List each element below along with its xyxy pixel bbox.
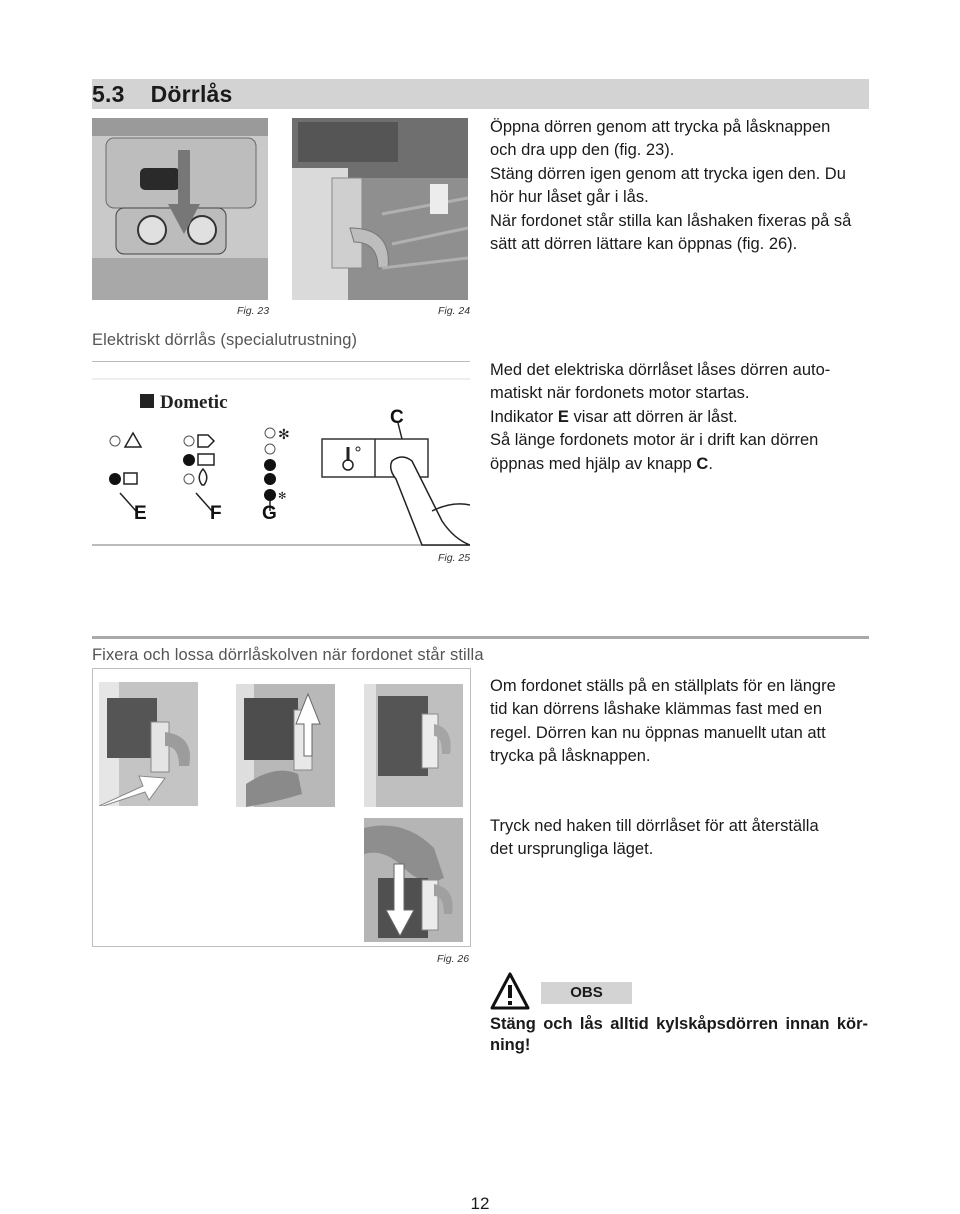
fig26-photo-4 <box>364 818 463 942</box>
section-number: 5.3 <box>92 81 125 107</box>
electric-lock-text <box>490 359 868 476</box>
fig26-caption: Fig. 26 <box>437 953 470 965</box>
fix-line: trycka på låsknappen. <box>490 747 651 766</box>
section-title-text: Dörrlås <box>150 81 233 107</box>
motor-line: Så länge fordonets motor är i drift kan dörren <box>490 431 819 450</box>
fig26-photo-1 <box>99 682 198 806</box>
intro-line: När fordonet står stilla kan låshaken fixeras på så <box>490 211 852 230</box>
fig23-photo <box>92 118 268 300</box>
electric-line: matiskt när fordonets motor startas. <box>490 384 750 403</box>
intro-line: sätt att dörren lättare kan öppnas (fig. 26). <box>490 235 798 254</box>
fig23-caption: Fig. 23 <box>237 305 270 317</box>
fig26-photo-3 <box>364 684 463 807</box>
fix-heading: Fixera och lossa dörrlåskolven när fordonet står stilla <box>92 646 484 664</box>
indicator-line: Indikator E visar att dörren är låst. <box>490 407 738 426</box>
fix-line: regel. Dörren kan nu öppnas manuellt utan att <box>490 723 826 742</box>
dometic-logo: Dometic <box>160 392 228 413</box>
motor-line: öppnas med hjälp av knapp C. <box>490 454 713 473</box>
fig25-caption: Fig. 25 <box>438 552 471 564</box>
reset-line: det ursprungliga läget. <box>490 840 654 859</box>
intro-line: och dra upp den (fig. 23). <box>490 141 675 160</box>
fig24-photo <box>292 118 468 300</box>
svg-text:✻: ✻ <box>278 426 290 442</box>
reset-text <box>490 815 868 862</box>
reset-line: Tryck ned haken till dörrlåset för att återställa <box>490 817 819 835</box>
label-f: F <box>210 503 222 524</box>
fig25-panel <box>92 361 470 546</box>
svg-text:✻: ✻ <box>278 491 287 502</box>
electric-line: Med det elektriska dörrlåset låses dörren auto- <box>490 361 831 379</box>
obs-label: OBS <box>541 982 632 1004</box>
section-title <box>92 80 233 108</box>
electric-lock-heading: Elektriskt dörrlås (specialutrustning) <box>92 331 358 349</box>
label-c: C <box>390 407 404 428</box>
fix-text <box>490 675 868 769</box>
intro-line: Öppna dörren genom att trycka på låsknappen <box>490 118 831 136</box>
page-number: 12 <box>470 1194 490 1213</box>
section-divider <box>92 636 869 639</box>
label-e: E <box>134 503 147 524</box>
fig26-photo-2 <box>236 684 335 807</box>
fig24-caption: Fig. 24 <box>438 305 471 317</box>
intro-line: Stäng dörren igen genom att trycka igen den. Du <box>490 164 846 183</box>
label-g: G <box>262 503 277 524</box>
obs-text: Stäng och lås alltid kylskåpsdörren innan kör-ning! <box>490 1015 868 1054</box>
intro-line: hör hur låset går i lås. <box>490 188 649 207</box>
intro-text <box>490 116 880 256</box>
fix-line: Om fordonet ställs på en ställplats för en längre <box>490 677 836 695</box>
warning-icon <box>490 972 530 1010</box>
fix-line: tid kan dörrens låshake klämmas fast med en <box>490 700 822 719</box>
